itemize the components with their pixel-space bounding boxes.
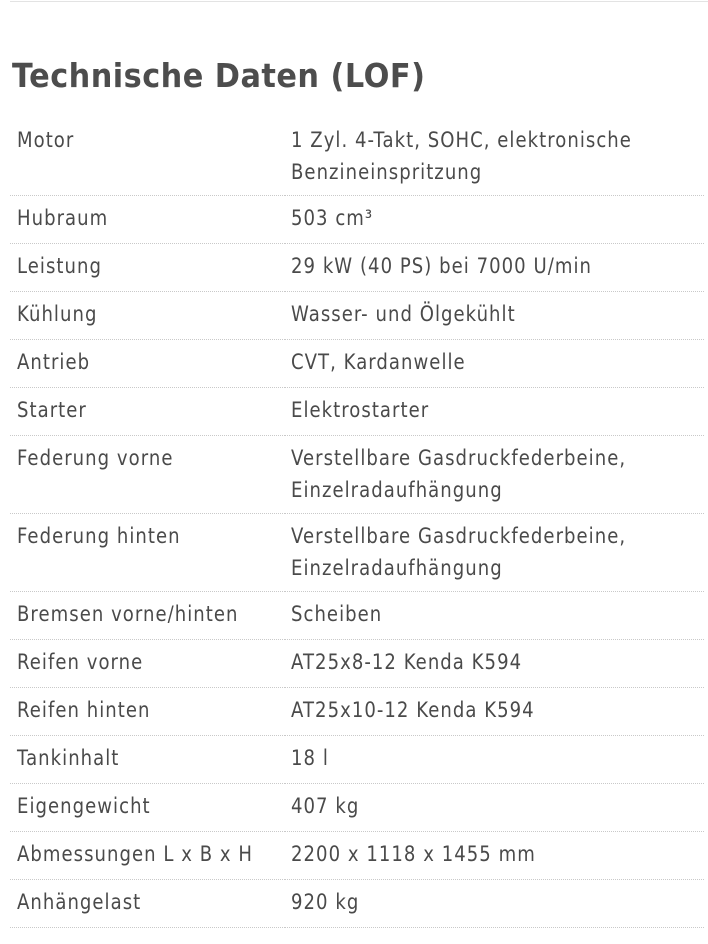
spec-value-cell	[285, 118, 704, 196]
spec-label-cell	[10, 196, 285, 244]
spec-label: Hubraum	[17, 206, 109, 230]
spec-value-cell	[285, 736, 704, 784]
spec-label-cell	[10, 244, 285, 292]
spec-value-line: 503 cm³	[291, 206, 374, 230]
spec-row	[10, 196, 704, 244]
spec-row	[10, 514, 704, 592]
spec-label-cell	[10, 118, 285, 196]
spec-value-line: 18 l	[291, 746, 329, 770]
spec-value-line: Einzelradaufhängung	[291, 478, 503, 502]
spec-label: Leistung	[17, 254, 102, 278]
spec-value-cell	[285, 832, 704, 880]
section-title: Technische Daten (LOF)	[12, 56, 426, 95]
spec-value-line: Verstellbare Gasdruckfederbeine,	[291, 524, 627, 548]
spec-row	[10, 688, 704, 736]
spec-value-line: AT25x8-12 Kenda K594	[291, 650, 523, 674]
spec-label-cell	[10, 784, 285, 832]
spec-label-cell	[10, 388, 285, 436]
spec-label: Reifen hinten	[17, 698, 151, 722]
spec-value-line: Elektrostarter	[291, 398, 430, 422]
spec-row	[10, 640, 704, 688]
spec-value-cell	[285, 340, 704, 388]
spec-label: Tankinhalt	[17, 746, 120, 770]
spec-label: Anhängelast	[17, 890, 142, 914]
spec-label-cell	[10, 514, 285, 592]
spec-value-cell	[285, 388, 704, 436]
spec-label-cell	[10, 880, 285, 928]
spec-value-line: Wasser- und Ölgekühlt	[291, 302, 516, 326]
spec-label: Federung vorne	[17, 446, 174, 470]
spec-label: Bremsen vorne/hinten	[17, 602, 239, 626]
spec-row	[10, 388, 704, 436]
spec-value-line: 1 Zyl. 4-Takt, SOHC, elektronische	[291, 128, 632, 152]
spec-label-cell	[10, 736, 285, 784]
spec-label-cell	[10, 832, 285, 880]
spec-value-line: Verstellbare Gasdruckfederbeine,	[291, 446, 627, 470]
spec-value-line: CVT, Kardanwelle	[291, 350, 466, 374]
spec-label-cell	[10, 340, 285, 388]
spec-value-cell	[285, 196, 704, 244]
spec-value-cell	[285, 880, 704, 928]
spec-label: Motor	[17, 128, 75, 152]
spec-label: Antrieb	[17, 350, 91, 374]
spec-table	[10, 118, 704, 928]
spec-label: Starter	[17, 398, 87, 422]
spec-row	[10, 736, 704, 784]
spec-value-line: AT25x10-12 Kenda K594	[291, 698, 535, 722]
spec-row	[10, 436, 704, 514]
spec-row	[10, 244, 704, 292]
spec-value-cell	[285, 244, 704, 292]
spec-value-cell	[285, 592, 704, 640]
spec-value-line: Benzineinspritzung	[291, 160, 483, 184]
spec-value-line: 407 kg	[291, 794, 360, 818]
spec-label: Kühlung	[17, 302, 98, 326]
spec-label-cell	[10, 436, 285, 514]
spec-value-cell	[285, 436, 704, 514]
spec-label: Reifen vorne	[17, 650, 144, 674]
spec-label-cell	[10, 592, 285, 640]
spec-row	[10, 784, 704, 832]
spec-value-cell	[285, 784, 704, 832]
spec-value-line: 920 kg	[291, 890, 360, 914]
spec-value-cell	[285, 292, 704, 340]
spec-row	[10, 340, 704, 388]
spec-table-body	[10, 118, 704, 928]
top-divider	[10, 1, 708, 2]
spec-label: Abmessungen L x B x H	[17, 842, 254, 866]
spec-label-cell	[10, 292, 285, 340]
spec-value-cell	[285, 514, 704, 592]
spec-label: Eigengewicht	[17, 794, 151, 818]
spec-value-line: 2200 x 1118 x 1455 mm	[291, 842, 536, 866]
spec-row	[10, 832, 704, 880]
spec-label-cell	[10, 640, 285, 688]
spec-label: Federung hinten	[17, 524, 181, 548]
spec-row	[10, 880, 704, 928]
spec-label-cell	[10, 688, 285, 736]
spec-value-line: Einzelradaufhängung	[291, 556, 503, 580]
spec-value-line: 29 kW (40 PS) bei 7000 U/min	[291, 254, 592, 278]
spec-row	[10, 118, 704, 196]
spec-value-line: Scheiben	[291, 602, 383, 626]
spec-value-cell	[285, 640, 704, 688]
spec-row	[10, 292, 704, 340]
spec-value-cell	[285, 688, 704, 736]
spec-row	[10, 592, 704, 640]
